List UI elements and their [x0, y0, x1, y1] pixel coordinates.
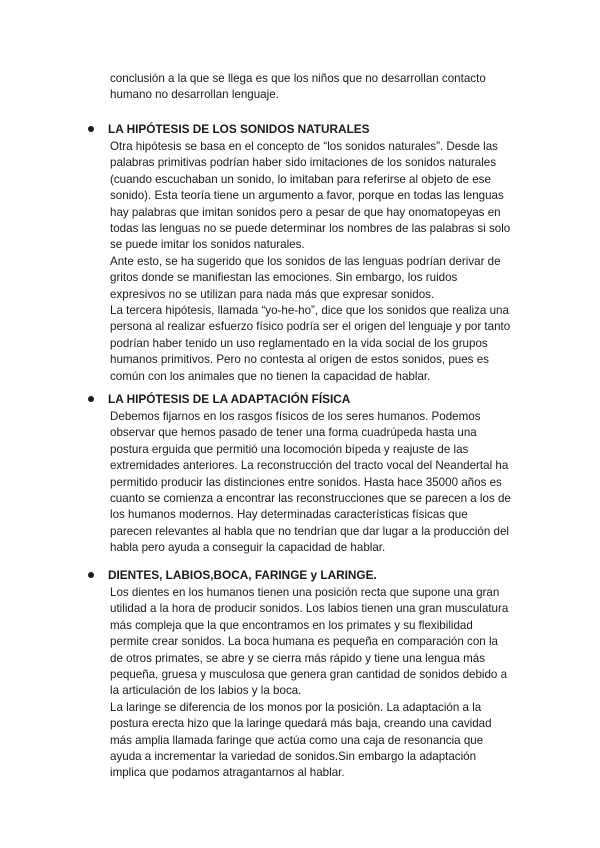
text-line: La tercera hipótesis, llamada “yo-he-ho”, dice que los sonidos que realiza una: [110, 304, 509, 318]
text-line: humanos primitivos. Pero no contesta al origen de estos sonidos, pues es: [110, 353, 489, 367]
section-body: [110, 585, 530, 782]
section-adaptacion-fisica: [0, 391, 600, 555]
text-line: (cuando escuchaban un sonido, lo imitaban para referirse al objeto de ese: [110, 172, 491, 186]
text-line: humano no desarrollan lenguaje.: [110, 88, 279, 102]
text-line: sonido). Esta teoría tiene un argumento a favor, porque en todas las lenguas: [110, 189, 504, 203]
bullet-icon: [88, 396, 94, 402]
text-line: implica que podamos atragantarnos al hablar.: [110, 766, 345, 780]
intro-paragraph: [110, 71, 530, 104]
text-line: permitido producir las distinciones entre sonidos. Hasta hace 35000 años es: [110, 475, 502, 489]
text-line: hay palabras que imitan sonidos pero a pesar de que hay onomatopeyas en: [110, 205, 501, 219]
text-line: palabras primitivas podrían haber sido imitaciones de los sonidos naturales: [110, 156, 497, 170]
text-line: podrían haber tenido un uso reglamentado en la vida social de los grupos: [110, 336, 488, 350]
text-line: parecen relevantes al habla que no tendrían que dar lugar a la producción del: [110, 524, 509, 538]
text-line: todas las lenguas no se puede determinar los nombres de las palabras si solo: [110, 222, 511, 236]
text-line: La laringe se diferencia de los monos por la posición. La adaptación a la: [110, 700, 482, 714]
text-line: de otros primates, se abre y se cierra más rápido y tiene una lengua más: [110, 651, 486, 665]
text-line: Ante esto, se ha sugerido que los sonidos de las lenguas podrían derivar de: [110, 254, 501, 268]
section-heading: LA HIPÓTESIS DE LA ADAPTACIÓN FÍSICA: [108, 392, 351, 406]
text-line: habla pero ayuda a conseguir la capacidad de hablar.: [110, 541, 386, 555]
text-line: postura erecta hizo que la laringe quedará más baja, creando una cavidad: [110, 717, 492, 731]
text-line: expresivos no se utilizan para nada más que expresar sonidos.: [110, 287, 435, 301]
text-line: utilidad a la hora de producir sonidos. Los labios tienen una gran musculatura: [110, 602, 509, 616]
text-line: Otra hipótesis se basa en el concepto de “los sonidos naturales”. Desde las: [110, 140, 498, 153]
section-heading: DIENTES, LABIOS,BOCA, FARINGE y LARINGE.: [108, 568, 377, 582]
text-line: permite crear sonidos. La boca humana es pequeña en comparación con la: [110, 635, 498, 649]
text-line: gritos donde se manifiestan las emociones. Sin embargo, los ruidos: [110, 271, 458, 285]
text-line: los humanos modernos. Hay determinadas características físicas que: [110, 508, 468, 522]
section-body: [110, 409, 530, 557]
section-dientes-labios: [0, 567, 600, 780]
text-line: pequeña, gruesa y musculosa que genera gran cantidad de sonidos debido a: [110, 668, 508, 682]
text-line: postura erguida que permitió una locomoción bípeda y reajuste de las: [110, 442, 469, 456]
text-line: más compleja que la que encontramos en los primates y su flexibilidad: [110, 618, 473, 632]
bullet-icon: [88, 126, 94, 132]
text-line: ayuda a incrementar la variedad de sonidos.Sin embargo la adaptación: [110, 750, 477, 764]
section-sonidos-naturales: [0, 121, 600, 383]
section-heading-row: [0, 391, 600, 409]
text-line: más amplia llamada faringe que actúa como una caja de resonancia que: [110, 733, 484, 747]
text-line: observar que hemos pasado de tener una forma cuadrúpeda hasta una: [110, 426, 477, 440]
section-heading-row: [0, 567, 600, 585]
section-heading: LA HIPÓTESIS DE LOS SONIDOS NATURALES: [108, 122, 370, 136]
text-line: Debemos fijarnos en los rasgos físicos de los seres humanos. Podemos: [110, 410, 481, 423]
bullet-icon: [88, 572, 94, 578]
text-line: cuanto se comienza a encontrar las reconstrucciones que se parecen a los de: [110, 492, 511, 506]
text-line: común con los animales que no tienen la capacidad de hablar.: [110, 369, 431, 383]
text-line: extremidades anteriores. La reconstrucción del tracto vocal del Neandertal ha: [110, 459, 509, 473]
section-heading-row: [0, 121, 600, 139]
text-line: persona al realizar esfuerzo físico podría ser el origen del lenguaje y por tanto: [110, 320, 511, 334]
text-line: conclusión a la que se llega es que los niños que no desarrollan contacto: [110, 72, 486, 85]
text-line: la articulación de los labios y la boca.: [110, 684, 302, 698]
text-line: se puede imitar los sonidos naturales.: [110, 238, 305, 252]
section-body: [110, 139, 530, 385]
text-line: Los dientes en los humanos tienen una posición recta que supone una gran: [110, 586, 500, 599]
